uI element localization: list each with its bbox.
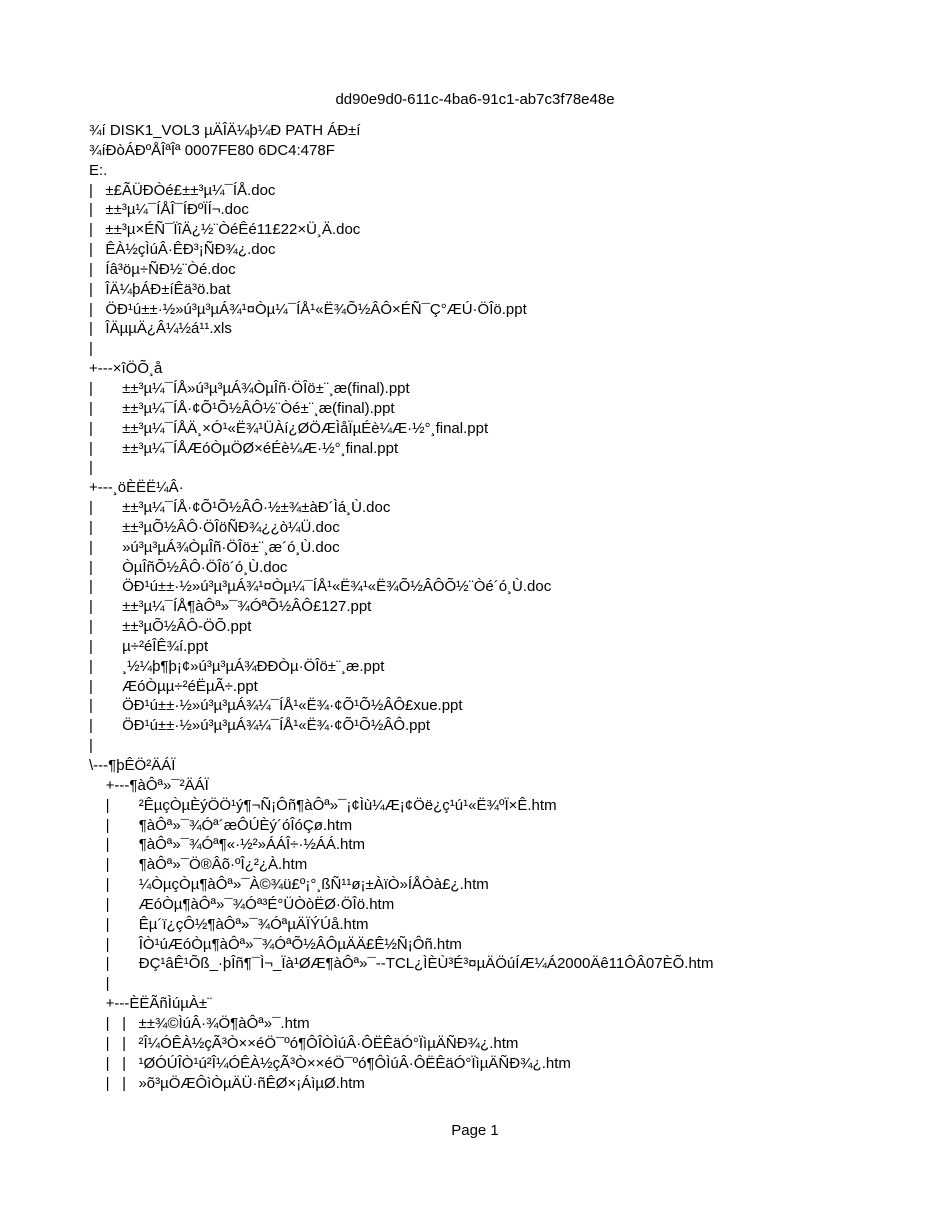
- listing-line: \---¶þÊÖ²ÄÁÏ: [89, 757, 176, 774]
- listing-line: E:.: [89, 161, 108, 179]
- listing-line: | ÒµÎñÕ½ÂÔ·ÖÎö´ó¸Ù.doc: [89, 558, 288, 576]
- page-header-id: dd90e9d0-611c-4ba6-91c1-ab7c3f78e48e: [335, 91, 615, 108]
- listing-line: | ¶àÔª»¯Ö®Âõ·ºÎ¿²¿À.htm: [89, 856, 308, 874]
- directory-listing: [89, 121, 929, 1093]
- listing-line: | ÎÄµµÄ¿Â¼½á¹¹.xls: [89, 320, 232, 338]
- listing-line: | ÖÐ¹ú±±·½»ú³µ³µÁ¾¹¤Òµ¼¯ÍÅ¹«Ë¾¹«Ë¾Õ½ÂÔÕ½¨Òé´ó¸Ù.doc: [89, 578, 552, 596]
- listing-line: | ÎÒ¹úÆóÒµ¶àÔª»¯¾ÓªÕ½ÂÔµÄÄ£Ê½Ñ¡Ôñ.htm: [89, 935, 462, 953]
- listing-line: | | ±±¾©ÌúÂ·¾Ö¶àÔª»¯.htm: [89, 1014, 310, 1032]
- listing-line: | ±£ÃÜÐÒé£±±³µ¼¯ÍÅ.doc: [89, 181, 276, 199]
- listing-line: | ÖÐ¹ú±±·½»ú³µ³µÁ¾¼¯ÍÅ¹«Ë¾·¢Õ¹Õ½ÂÔ£xue.ppt: [89, 697, 463, 715]
- listing-line: | ±±³µ¼¯ÍÅ·¢Õ¹Õ½ÂÔ·½±¾±àÐ´Ìá¸Ù.doc: [89, 499, 391, 517]
- listing-line: | Íâ³öµ÷ÑÐ½¨Òé.doc: [89, 260, 236, 278]
- listing-line: +---¶àÔª»¯²ÄÁÏ: [89, 776, 209, 794]
- listing-line: ¾í DISK1_VOL3 µÄÎÄ¼þ¼Ð PATH ÁÐ±í: [89, 122, 361, 139]
- listing-line: | ±±³µ¼¯ÍÅÄ¸×Ó¹«Ë¾¹ÜÀí¿ØÖÆÌåÏµÉè¼Æ·½°¸final.ppt: [89, 419, 489, 437]
- listing-line: | ¶àÔª»¯¾Óª¶«·½²»ÁÁÎ÷·½ÁÁ.htm: [89, 836, 366, 854]
- listing-line: | ÐÇ¹âÊ¹Õß_·þÎñ¶¯Ì¬_Ïà¹ØÆ¶àÔª»¯--TCL¿ÌÈÙ³É³¤µÄÖúÍÆ¼Á2000Äê11ÔÂ07ÈÕ.htm: [89, 955, 714, 973]
- listing-line: | ²ÊµçÒµÈýÖÖ¹ý¶¬Ñ¡Ôñ¶àÔª»¯¡¢Ìù¼Æ¡¢Öë¿ç¹ú¹«Ë¾ºÏ×Ê.htm: [89, 796, 557, 814]
- listing-line: |: [89, 340, 93, 358]
- listing-line: | ÆóÒµ¶àÔª»¯¾Óª³É°ÜÒòËØ·ÖÎö.htm: [89, 895, 395, 913]
- listing-line: | ±±³µÕ½ÂÔ·ÖÎöÑÐ¾¿¿ò¼Ü.doc: [89, 518, 340, 536]
- listing-line: |: [89, 737, 93, 755]
- listing-line: | ¸½¼þ¶þ¡¢»ú³µ³µÁ¾ÐÐÒµ·ÖÎö±¨¸æ.ppt: [89, 657, 385, 675]
- listing-line: | | ²Î¼ÓÊÀ½çÃ³Ò××éÖ¯ºó¶ÔÎÒÌúÂ·ÔËÊäÓ°ÏìµÄÑÐ¾¿.htm: [89, 1034, 519, 1052]
- listing-line: | ±±³µ¼¯ÍÅ»ú³µ³µÁ¾ÒµÎñ·ÖÎö±¨¸æ(final).ppt: [89, 379, 410, 397]
- listing-line: | ±±³µ×ÉÑ¯ÏîÄ¿½¨ÒéÊé11£22×Ü¸Ä.doc: [89, 221, 361, 239]
- listing-line: | ±±³µ¼¯ÍÅ¶àÔª»¯¾ÓªÕ½ÂÔ£127.ppt: [89, 598, 372, 616]
- listing-line: | ±±³µ¼¯ÍÅ·¢Õ¹Õ½ÂÔ½¨Òé±¨¸æ(final).ppt: [89, 399, 395, 417]
- listing-line: +---ÈËÃñÌúµÀ±¨: [89, 995, 213, 1013]
- listing-line: | Êµ´ï¿çÔ½¶àÔª»¯¾ÓªµÄÏÝÚå.htm: [89, 915, 369, 933]
- listing-line: | ¶àÔª»¯¾Óª´æÔÚÈý´óÎóÇø.htm: [89, 816, 353, 834]
- listing-line: |: [89, 459, 93, 477]
- listing-line: +---×îÖÕ¸å: [89, 360, 163, 378]
- page-number: Page 1: [451, 1122, 499, 1139]
- listing-line: | ¼ÒµçÒµ¶àÔª»¯À©¾ü£º¡°¸ßÑ¹¹ø¡±ÀïÒ»ÍÅÒà£¿.htm: [89, 876, 489, 894]
- listing-line: | ÊÀ½çÌúÂ·ÊÐ³¡ÑÐ¾¿.doc: [89, 241, 276, 259]
- listing-line: | ±±³µÕ½ÂÔ-ÖÕ.ppt: [89, 618, 252, 636]
- listing-line: | | »õ³µÖÆÔìÒµÄÜ·ñÊØ×¡ÁìµØ.htm: [89, 1074, 365, 1092]
- listing-line: | ±±³µ¼¯ÍÅÆóÒµÖØ×éÉè¼Æ·½°¸final.ppt: [89, 439, 399, 457]
- listing-line: | ÖÐ¹ú±±·½»ú³µ³µÁ¾¼¯ÍÅ¹«Ë¾·¢Õ¹Õ½ÂÔ.ppt: [89, 717, 431, 735]
- listing-line: ¾íÐòÁÐºÅÎªÎª 0007FE80 6DC4:478F: [89, 141, 335, 159]
- listing-line: | ÎÄ¼þÁÐ±íÊä³ö.bat: [89, 280, 231, 298]
- listing-line: +---¸öÈËË¼Â·: [89, 479, 184, 497]
- listing-line: |: [89, 975, 110, 993]
- listing-line: | ÆóÒµµ÷²éËµÃ÷.ppt: [89, 677, 258, 695]
- listing-line: | ±±³µ¼¯ÍÅÎ¯ÍÐºÏÍ¬.doc: [89, 201, 249, 219]
- listing-line: | µ÷²éÎÊ¾í.ppt: [89, 637, 209, 655]
- listing-line: | | ¹ØÓÚÎÒ¹ú²Î¼ÓÊÀ½çÃ³Ò××éÖ¯ºó¶ÔÌúÂ·ÔËÊäÓ°ÏìµÄÑÐ¾¿.htm: [89, 1054, 571, 1072]
- listing-line: | ÖÐ¹ú±±·½»ú³µ³µÁ¾¹¤Òµ¼¯ÍÅ¹«Ë¾Õ½ÂÔ×ÉÑ¯Ç°ÆÚ·ÖÎö.ppt: [89, 300, 527, 318]
- listing-line: | »ú³µ³µÁ¾ÒµÎñ·ÖÎö±¨¸æ´ó¸Ù.doc: [89, 538, 340, 556]
